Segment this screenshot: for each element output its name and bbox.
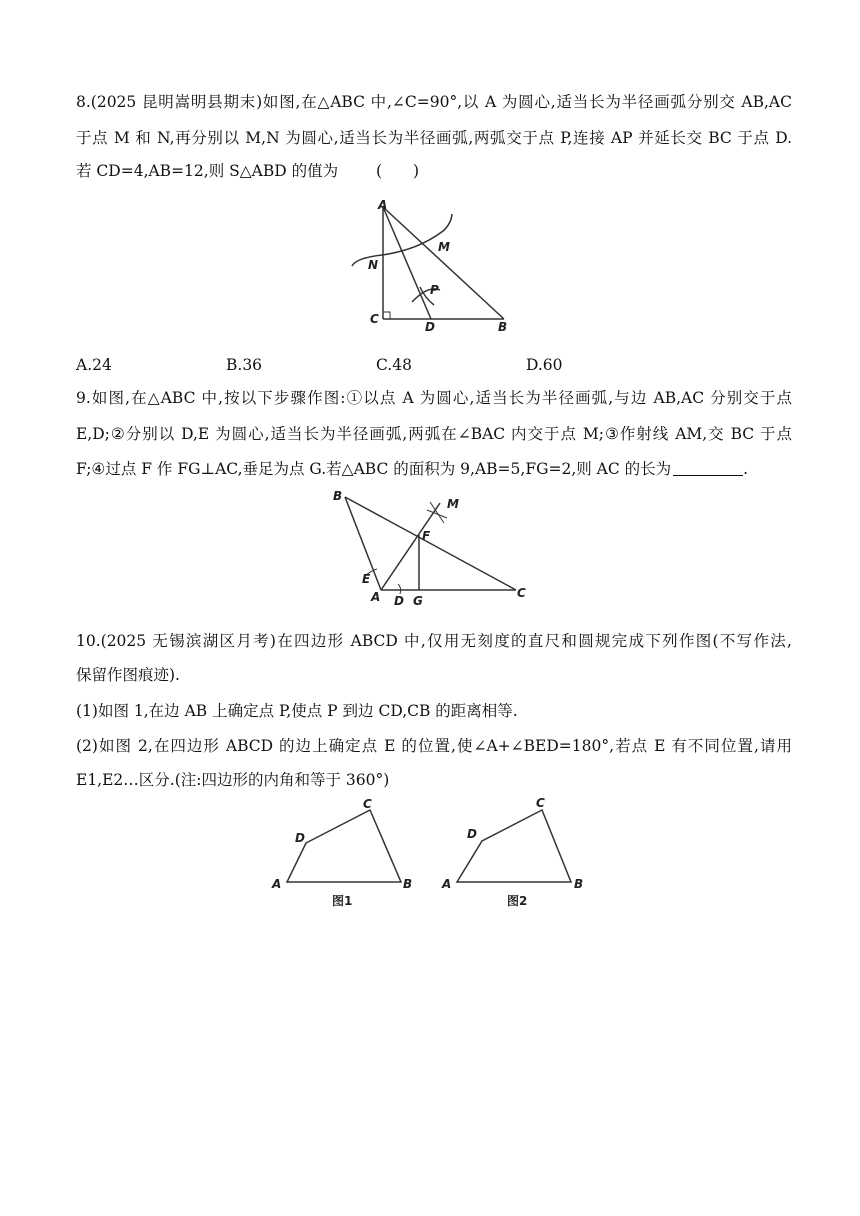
- q8-label-m: M: [438, 240, 450, 254]
- q10-fig1-label-b: B: [403, 877, 413, 891]
- q9-label-e: E: [362, 572, 371, 586]
- q8-label-a: A: [378, 198, 388, 212]
- q10-fig2-label-b: B: [574, 877, 584, 891]
- q8-label-d: D: [425, 320, 435, 334]
- q8-text-line-1: 8.(2025 昆明嵩明县期末)如图,在△ABC 中,∠C=90°,以 A 为圆心,适当长为半径画弧分别交 AB,AC: [76, 93, 792, 111]
- q9-text-line-3-body: F;④过点 F 作 FG⊥AC,垂足为点 G.若△ABC 的面积为 9,AB=5,FG=2,则 AC 的长为: [76, 460, 672, 478]
- q9-label-f: F: [422, 529, 431, 543]
- q8-option-a: A.24: [76, 356, 112, 374]
- q9-text-line-1: 9.如图,在△ABC 中,按以下步骤作图:①以点 A 为圆心,适当长为半径画弧,与边 AB,AC 分别交于点: [76, 389, 792, 407]
- q9-label-g: G: [413, 594, 423, 608]
- q9-text-line-3-end: .: [743, 460, 749, 478]
- q10-fig2-label-a: A: [442, 877, 452, 891]
- q10-fig2-caption: 图2: [507, 894, 528, 908]
- q9-label-b: B: [333, 489, 343, 503]
- q8-text-line-2: 于点 M 和 N,再分别以 M,N 为圆心,适当长为半径画弧,两弧交于点 P,连接 AP 并延长交 BC 于点 D.: [76, 129, 792, 147]
- q10-fig1-label-c: C: [363, 797, 372, 811]
- q8-answer-paren: ( ): [376, 162, 420, 180]
- q9-label-a: A: [371, 590, 381, 604]
- q8-label-n: N: [368, 258, 379, 272]
- q10-fig1-caption: 图1: [332, 894, 353, 908]
- q8-label-c: C: [370, 312, 379, 326]
- q8-text-line-3: 若 CD=4,AB=12,则 S△ABD 的值为: [76, 162, 339, 180]
- q8-label-p: P: [430, 283, 439, 297]
- q10-part-2-line-2: E1,E2…区分.(注:四边形的内角和等于 360°): [76, 771, 390, 789]
- q10-part-1: (1)如图 1,在边 AB 上确定点 P,使点 P 到边 CD,CB 的距离相等.: [76, 702, 518, 720]
- q10-fig1-label-d: D: [295, 831, 305, 845]
- q10-fig2-label-c: C: [536, 796, 545, 810]
- q8-option-b: B.36: [226, 356, 263, 374]
- q10-fig2-quadrilateral: [457, 810, 571, 882]
- q10-text-line-2: 保留作图痕迹).: [76, 666, 180, 684]
- q9-text-line-2: E,D;②分别以 D,E 为圆心,适当长为半径画弧,两弧在∠BAC 内交于点 M;③作射线 AM,交 BC 于点: [76, 425, 792, 443]
- q9-label-m: M: [447, 497, 459, 511]
- q10-fig2-label-d: D: [467, 827, 477, 841]
- q8-option-d: D.60: [526, 356, 563, 374]
- q9-label-d: D: [394, 594, 404, 608]
- q8-label-b: B: [498, 320, 508, 334]
- q10-fig1-label-a: A: [272, 877, 282, 891]
- q9-label-c: C: [517, 586, 526, 600]
- q8-option-c: C.48: [376, 356, 412, 374]
- q10-text-line-1: 10.(2025 无锡滨湖区月考)在四边形 ABCD 中,仅用无刻度的直尺和圆规完成下列作图(不写作法,: [76, 632, 792, 650]
- q10-part-2-line-1: (2)如图 2,在四边形 ABCD 的边上确定点 E 的位置,使∠A+∠BED=180°,若点 E 有不同位置,请用: [76, 737, 792, 755]
